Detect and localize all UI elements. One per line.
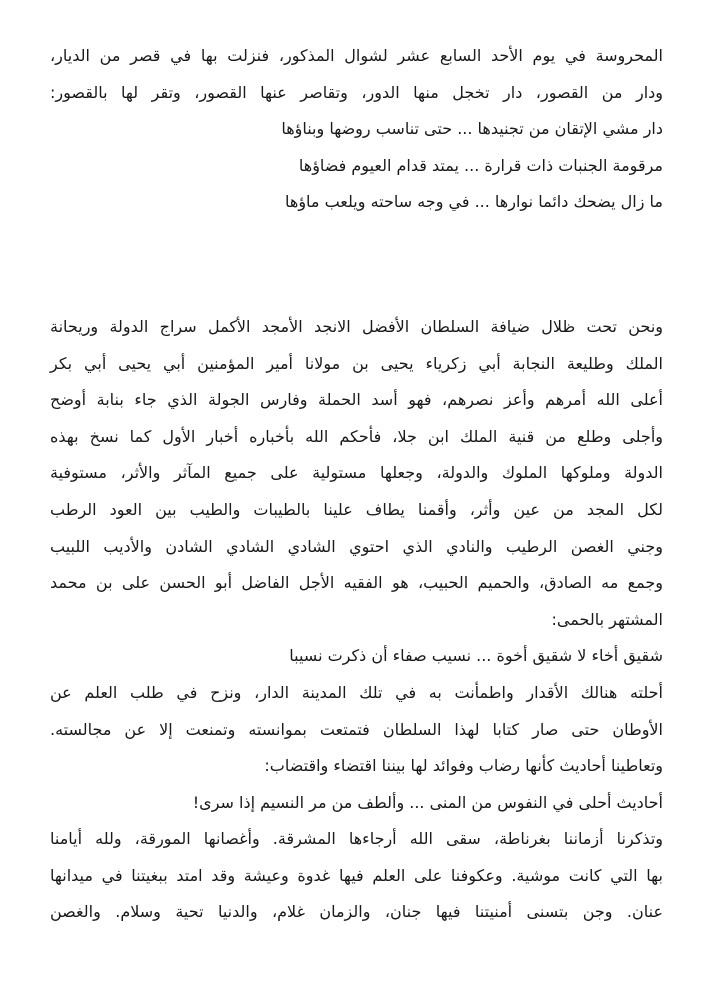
text-line: الملك وطليعة النجابة أبي زكرياء يحيى بن مولانا أمير المؤمنين أبي يحيى أبي بكر xyxy=(50,353,663,373)
paragraph-gap xyxy=(50,221,663,309)
verse-line: مرقومة الجنبات ذات قرارة ... يمتد قدام العيوم فضاؤها xyxy=(298,155,663,175)
text-line: وجمع مه الصادق، والحميم الحبيب، هو الفقيه الأجل الفاضل أبو الحسن على بن محمد xyxy=(50,573,663,593)
text-line: الدولة وملوكها الملوك والدولة، وجعلها مستولية على جميع المآثر والأثر، مستوفية xyxy=(50,463,663,483)
text-line: وتعاطينا أحاديث كأنها رضاب وفوائد لها بيننا اقتضاء واقتضاب: xyxy=(264,756,663,776)
verse-line: أحاديث أحلى في النفوس من المنى ... وألطف من مر النسيم إذا سرى! xyxy=(192,792,663,812)
text-line: ودار من القصور، دار تخجل منها الدور، وتقاصر عنها القصور، وتقر لها بالقصور: xyxy=(50,82,663,102)
text-line: أعلى الله أمرهم وأعز نصرهم، فهو أسد الحملة وفارس الجولة الذي جاء بنابة أوضح xyxy=(50,390,663,410)
text-line: الأوطان حتى صار كتابا لهذا السلطان فتمتعت بموانسته وتمنعت إلا عن مجالسته. xyxy=(50,719,663,739)
main-paragraph xyxy=(50,309,663,931)
text-line: وتذكرنا أزماننا بغرناطة، سقى الله أرجاءها المشرقة. وأغصانها المورقة، ولله أيامنا xyxy=(50,829,663,849)
text-line: لكل المجد من عين وأثر، وأقمنا يطاف علينا بالطيبات والطيب بين العود الرطب xyxy=(50,499,663,519)
verse-line: شقيق أخاء لا شقيق أخوة ... نسيب صفاء أن ذكرت نسيبا xyxy=(289,646,663,666)
text-line: ونحن تحت ظلال ضيافة السلطان الأفضل الانجد الأمجد الأكمل سراج الدولة وريحانة xyxy=(50,316,663,336)
text-line: المشتهر بالحمى: xyxy=(551,609,663,629)
text-line: بها التي كانت موشية. وعكوفنا على العلم فيها غدوة وعيشة وقد امتد ببغيتنا في ميدانها xyxy=(50,865,663,885)
text-line: المحروسة في يوم الأحد السابع عشر لشوال المذكور، فنزلت بها في قصر من الديار، xyxy=(50,46,663,65)
opening-paragraph xyxy=(50,38,663,221)
text-line: وجني الغصن الرطيب والنادي الذي احتوي الشادي الشادي الشادن والأديب اللبيب xyxy=(50,536,663,556)
text-line: وأجلى وطلع من قنية الملك ابن جلا، فأحكم الله بأخباره أخبار الأول كما نسخ بهذه xyxy=(50,426,663,446)
text-line: عنان. وجن بتسنى أمنيتنا فيها جنان، والزمان غلام، والدنيا تحية وسلام. والغصن xyxy=(50,902,663,922)
text-line: أحلته هنالك الأقدار واطمأنت به في تلك المدينة الدار، ونزح في طلب العلم عن xyxy=(50,682,663,702)
verse-line: ما زال يضحك دائما نوارها ... في وجه ساحته ويلعب ماؤها xyxy=(285,192,663,212)
verse-line: دار مشي الإتقان من تجنيدها ... حتى تناسب روضها وبناؤها xyxy=(281,119,663,139)
